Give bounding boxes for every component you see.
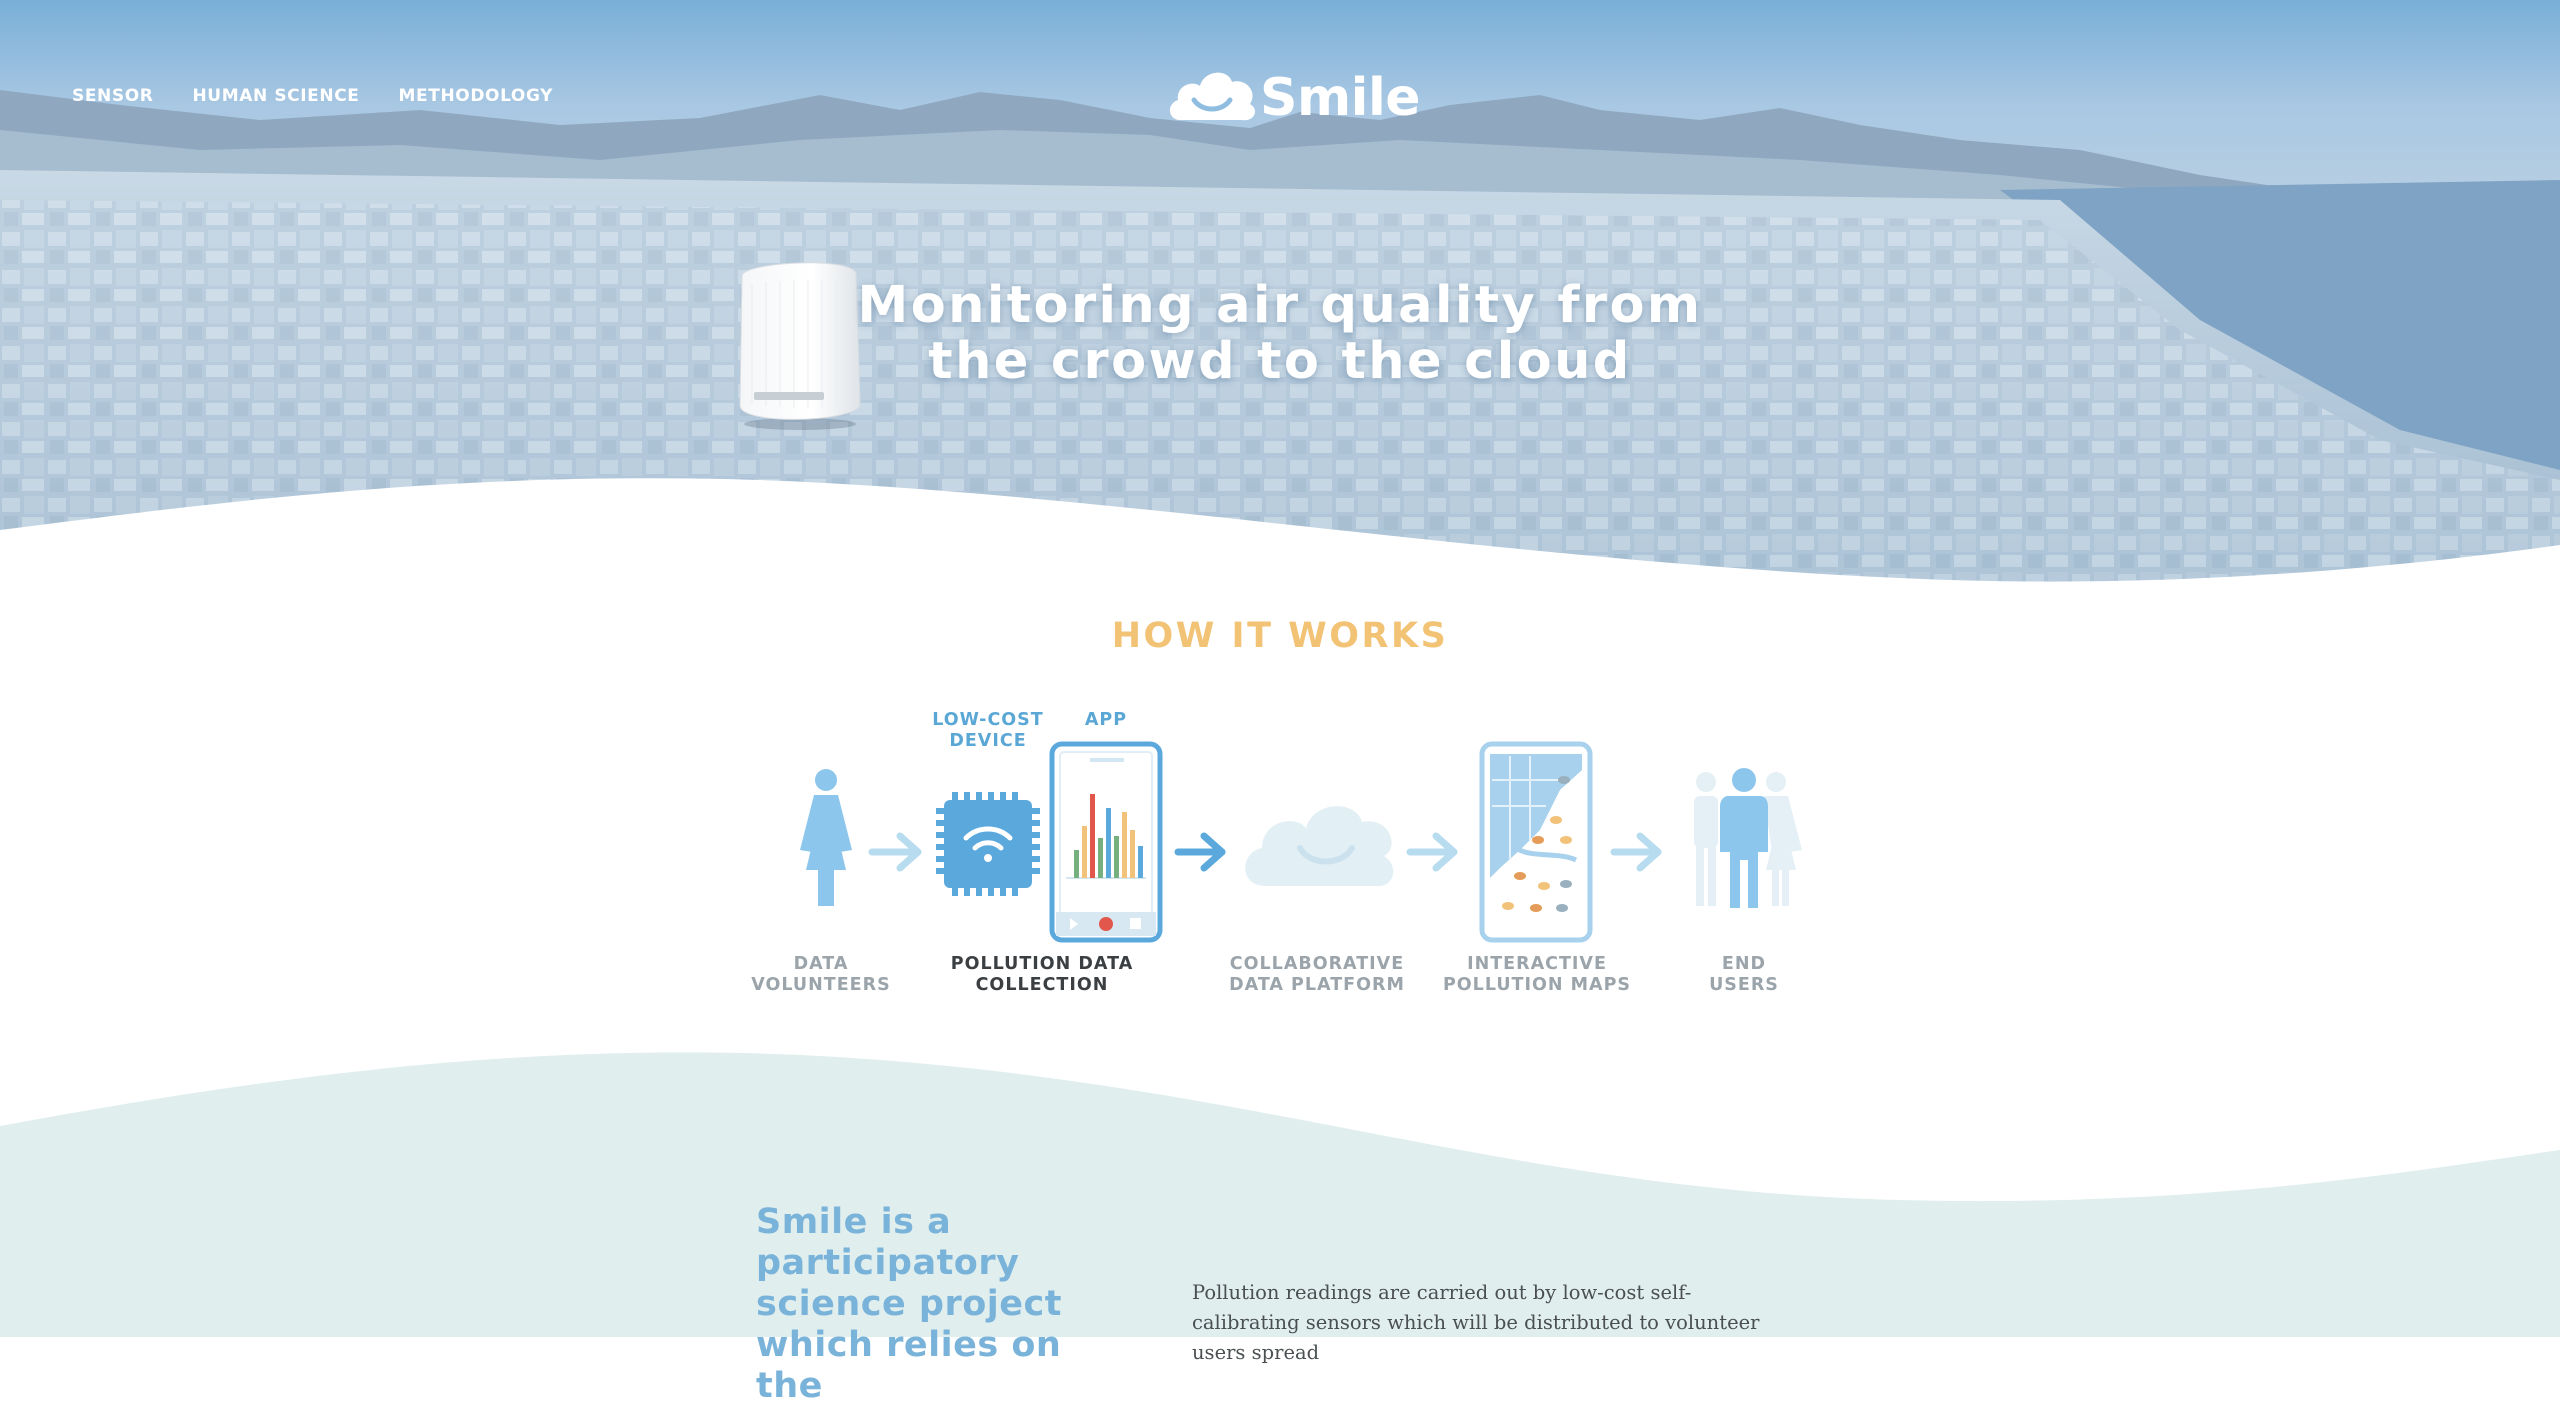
volunteer-icon [800, 769, 852, 906]
label-app: APP [1084, 710, 1128, 730]
about-body-text: Pollution readings are carried out by low-cost self-calibrating sensors which will be distributed to volunteer users spread [1192, 1281, 1760, 1364]
hero-headline-line-1: Monitoring air quality from [857, 276, 1703, 335]
smile-cloud-icon [1166, 62, 1258, 130]
map-phone-icon [1482, 744, 1590, 940]
phone-chart-icon [1052, 744, 1160, 940]
arrow-right-icon [1410, 836, 1454, 868]
hero-section [0, 0, 2560, 600]
about-heading: Smile is a participatory science project which relies on the [756, 1202, 1062, 1406]
step-end-users: END USERS [1709, 954, 1779, 995]
label-low-cost-device: LOW-COST DEVICE [932, 710, 1044, 751]
cloud-platform-icon [1245, 806, 1393, 886]
hero-headline [800, 278, 1760, 390]
step-pollution-data-collection: POLLUTION DATA COLLECTION [950, 954, 1134, 995]
brand-name: Smile [1260, 68, 1421, 128]
step-interactive-pollution-maps: INTERACTIVE POLLUTION MAPS [1442, 954, 1632, 995]
arrow-right-icon [1178, 836, 1222, 868]
hero-headline-line-2: the crowd to the cloud [928, 332, 1632, 391]
nav-item-methodology[interactable]: METHODOLOGY [398, 86, 554, 106]
arrow-right-icon [872, 836, 918, 868]
end-users-icon [1694, 768, 1802, 908]
brand-logo[interactable] [1166, 62, 1420, 130]
top-nav [72, 86, 553, 106]
how-it-works-title: HOW IT WORKS [1111, 616, 1449, 656]
chip-wifi-icon [936, 792, 1040, 896]
nav-item-human-science[interactable]: HUMAN SCIENCE [192, 86, 360, 106]
step-data-volunteers: DATA VOLUNTEERS [751, 954, 891, 995]
arrow-right-icon [1614, 836, 1658, 868]
step-collaborative-data-platform: COLLABORATIVE DATA PLATFORM [1229, 954, 1405, 995]
nav-item-sensor[interactable]: SENSOR [72, 86, 154, 106]
